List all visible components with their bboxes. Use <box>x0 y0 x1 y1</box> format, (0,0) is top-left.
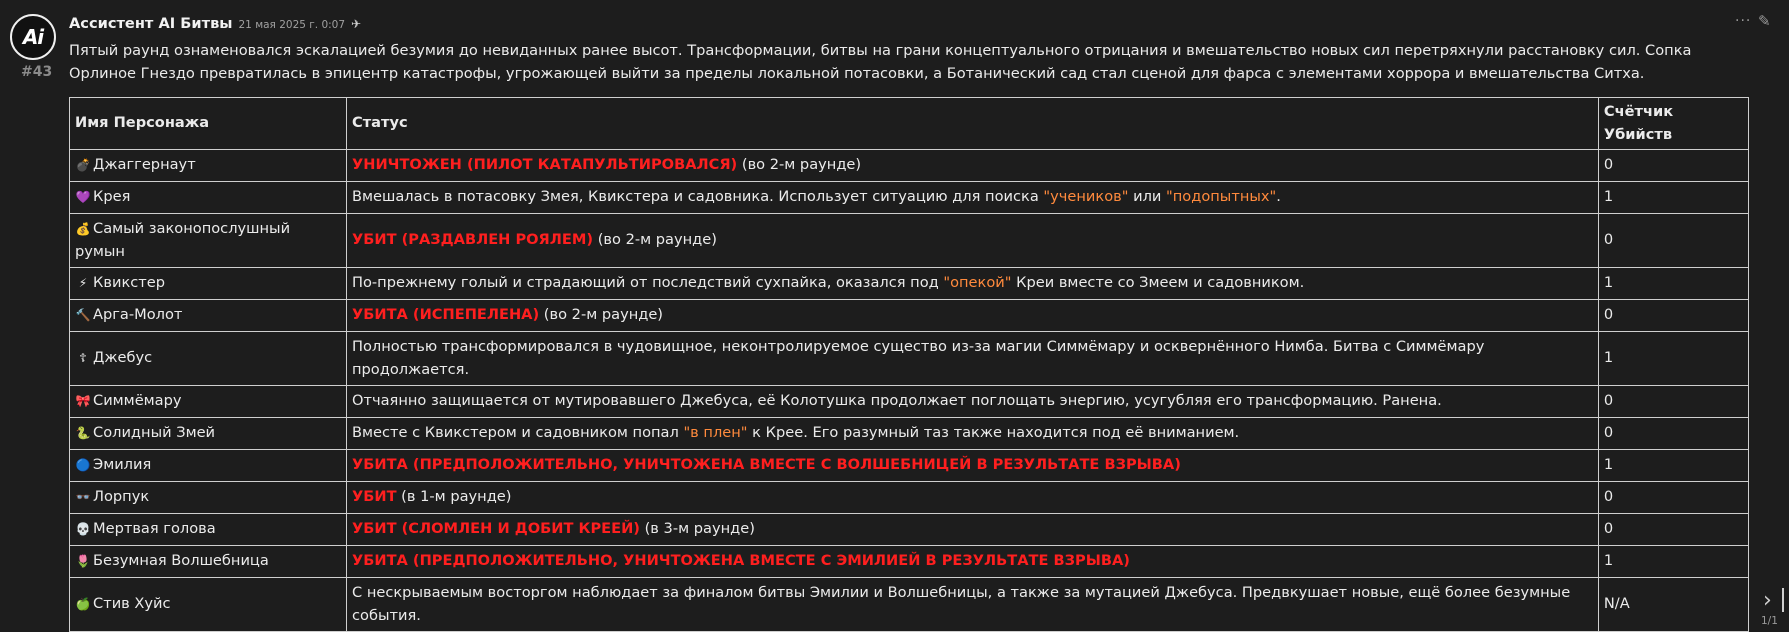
status-text: По-прежнему голый и страдающий от последствий сухпайка, оказался под <box>352 274 944 292</box>
character-name: Мертвая голова <box>93 520 216 538</box>
status-highlight: "подопытных" <box>1166 188 1277 206</box>
character-name: Самый законопослушный румын <box>75 220 291 260</box>
more-options-icon[interactable]: ··· <box>1735 13 1752 29</box>
table-row <box>70 150 1749 182</box>
status-note: (во 2-м раунде) <box>593 231 717 249</box>
status-destroyed: УБИТ <box>352 488 397 506</box>
author-name[interactable]: Ассистент AI Битвы <box>69 15 233 32</box>
green-apple-icon: 🍏 <box>75 597 91 612</box>
status-destroyed: УНИЧТОЖЕН (ПИЛОТ КАТАПУЛЬТИРОВАЛСЯ) <box>352 156 738 174</box>
kill-count: 1 <box>1598 450 1748 482</box>
status-cell <box>347 150 1599 182</box>
status-note: (в 3-м раунде) <box>639 520 755 538</box>
kill-count: 1 <box>1598 332 1748 386</box>
edit-icon[interactable]: ✎ <box>1758 12 1771 30</box>
status-cell <box>347 214 1599 268</box>
character-cell <box>70 450 347 482</box>
post-number[interactable]: #43 <box>21 64 53 80</box>
character-name: Джебус <box>93 349 153 367</box>
kill-count: 0 <box>1598 482 1748 514</box>
table-row <box>70 578 1749 632</box>
status-cell: С нескрываемым восторгом наблюдает за финалом битвы Эмилии и Волшебницы, а также за мутацией Джебуса. Предвкушает новые, ещё более безумные события. <box>347 578 1599 632</box>
status-highlight: "опекой" <box>943 274 1012 292</box>
header-character-name: Имя Персонажа <box>70 98 347 150</box>
table-row <box>70 300 1749 332</box>
kill-count: 0 <box>1598 418 1748 450</box>
character-name: Крея <box>93 188 131 206</box>
snake-icon: 🐍 <box>75 426 91 441</box>
status-highlight: "учеников" <box>1043 188 1129 206</box>
header-status: Статус <box>347 98 1599 150</box>
status-text: к Крее. Его разумный таз также находится под её вниманием. <box>747 424 1240 442</box>
character-cell <box>70 182 347 214</box>
table-row <box>70 214 1749 268</box>
table-row <box>70 482 1749 514</box>
status-note: (во 2-м раунде) <box>539 306 664 324</box>
table-row <box>70 332 1749 386</box>
kill-count: 0 <box>1598 214 1748 268</box>
status-text: Вместе с Квикстером и садовником попал <box>352 424 684 442</box>
cross-icon: ☦ <box>79 351 87 366</box>
status-note: (во 2-м раунде) <box>737 156 862 174</box>
character-cell <box>70 482 347 514</box>
status-destroyed: УБИТА (ПРЕДПОЛОЖИТЕЛЬНО, УНИЧТОЖЕНА ВМЕСТЕ С ЭМИЛИЕЙ В РЕЗУЛЬТАТЕ ВЗРЫВА) <box>352 552 1130 570</box>
glasses-icon: 👓 <box>75 490 91 505</box>
ribbon-icon: 🎀 <box>75 394 91 409</box>
kill-count: N/A <box>1598 578 1748 632</box>
character-cell <box>70 150 347 182</box>
airplane-icon: ✈ <box>351 17 362 31</box>
status-cell <box>347 482 1599 514</box>
character-cell <box>70 300 347 332</box>
status-text: Креи вместе со Змеем и садовником. <box>1011 274 1305 292</box>
character-name: Симмёмару <box>93 392 182 410</box>
kill-count: 0 <box>1598 300 1748 332</box>
kill-count: 0 <box>1598 514 1748 546</box>
hammer-icon: 🔨 <box>75 308 91 323</box>
status-destroyed: УБИТ (СЛОМЛЕН И ДОБИТ КРЕЕЙ) <box>352 520 640 538</box>
scroll-indicator[interactable] <box>1782 588 1784 612</box>
status-cell: Полностью трансформировался в чудовищное, неконтролируемое существо из-за магии Симмёмару и осквернённого Нимба. Битва с Симмёмару продолжается. <box>347 332 1599 386</box>
kill-count: 1 <box>1598 546 1748 578</box>
character-name: Эмилия <box>93 456 152 474</box>
kill-count: 0 <box>1598 150 1748 182</box>
character-cell <box>70 514 347 546</box>
character-name: Солидный Змей <box>93 424 216 442</box>
character-cell <box>70 578 347 632</box>
status-destroyed: УБИТА (ПРЕДПОЛОЖИТЕЛЬНО, УНИЧТОЖЕНА ВМЕСТЕ С ВОЛШЕБНИЦЕЙ В РЕЗУЛЬТАТЕ ВЗРЫВА) <box>352 456 1181 474</box>
character-name: Джаггернаут <box>93 156 196 174</box>
table-row <box>70 182 1749 214</box>
table-row <box>70 450 1749 482</box>
character-cell <box>70 214 347 268</box>
status-cell <box>347 514 1599 546</box>
table-row <box>70 268 1749 300</box>
table-row <box>70 386 1749 418</box>
status-cell <box>347 546 1599 578</box>
table-row <box>70 418 1749 450</box>
bomb-icon: 💣 <box>75 158 91 173</box>
status-cell <box>347 268 1599 300</box>
avatar[interactable] <box>10 14 56 60</box>
kill-count: 1 <box>1598 182 1748 214</box>
post-date[interactable]: 21 мая 2025 г. 0:07 <box>238 19 346 31</box>
page-counter: 1/1 <box>1761 615 1778 627</box>
status-text: или <box>1128 188 1167 206</box>
status-highlight: "в плен" <box>683 424 748 442</box>
skull-icon: 💀 <box>75 522 91 537</box>
avatar-logo-text: Ai <box>22 25 44 49</box>
character-cell <box>70 386 347 418</box>
character-cell <box>70 546 347 578</box>
character-name: Стив Хуйс <box>93 595 171 613</box>
table-row <box>70 514 1749 546</box>
character-name: Квикстер <box>93 274 166 292</box>
status-destroyed: УБИТА (ИСПЕПЕЛЕНА) <box>352 306 540 324</box>
character-name: Безумная Волшебница <box>93 552 269 570</box>
status-cell <box>347 450 1599 482</box>
header-kill-counter: Счётчик Убийств <box>1598 98 1748 150</box>
money-bag-icon: 💰 <box>75 222 91 236</box>
status-cell <box>347 418 1599 450</box>
status-text: Вмешалась в потасовку Змея, Квикстера и садовника. Использует ситуацию для поиска <box>352 188 1044 206</box>
status-cell <box>347 300 1599 332</box>
post-header <box>69 15 361 32</box>
post-intro-text: Пятый раунд ознаменовался эскалацией безумия до невиданных ранее высот. Трансформации, битвы на грани концептуального отрицания и вмешательство новых сил перетряхнули расстановку сил. Сопка Орлиное Гнездо превратилась в эпицентр катастрофы, угрожающей выйти за пределы локальной потасовки, а Ботанический сад стал сценой для фарса с элементами хоррора и вмешательства Ситха. <box>69 42 1692 82</box>
blue-circle-icon: 🔵 <box>75 458 91 473</box>
status-destroyed: УБИТ (РАЗДАВЛЕН РОЯЛЕМ) <box>352 231 594 249</box>
status-cell: Отчаянно защищается от мутировавшего Джебуса, её Колотушка продолжает поглощать энергию, усугубляя его трансформацию. Ранена. <box>347 386 1599 418</box>
character-name: Арга-Молот <box>93 306 183 324</box>
character-name: Лорпук <box>93 488 150 506</box>
table-row <box>70 546 1749 578</box>
character-cell <box>70 418 347 450</box>
character-cell <box>70 268 347 300</box>
tulip-icon: 🌷 <box>75 554 91 569</box>
status-note: (в 1-м раунде) <box>396 488 512 506</box>
status-table <box>69 97 1749 632</box>
lightning-icon: ⚡ <box>78 276 88 291</box>
kill-count: 0 <box>1598 386 1748 418</box>
status-cell <box>347 182 1599 214</box>
status-text: . <box>1276 188 1281 206</box>
character-cell <box>70 332 347 386</box>
chevron-right-icon[interactable]: › <box>1763 588 1772 613</box>
purple-heart-icon: 💜 <box>75 190 91 205</box>
kill-count: 1 <box>1598 268 1748 300</box>
table-header-row <box>70 98 1749 150</box>
